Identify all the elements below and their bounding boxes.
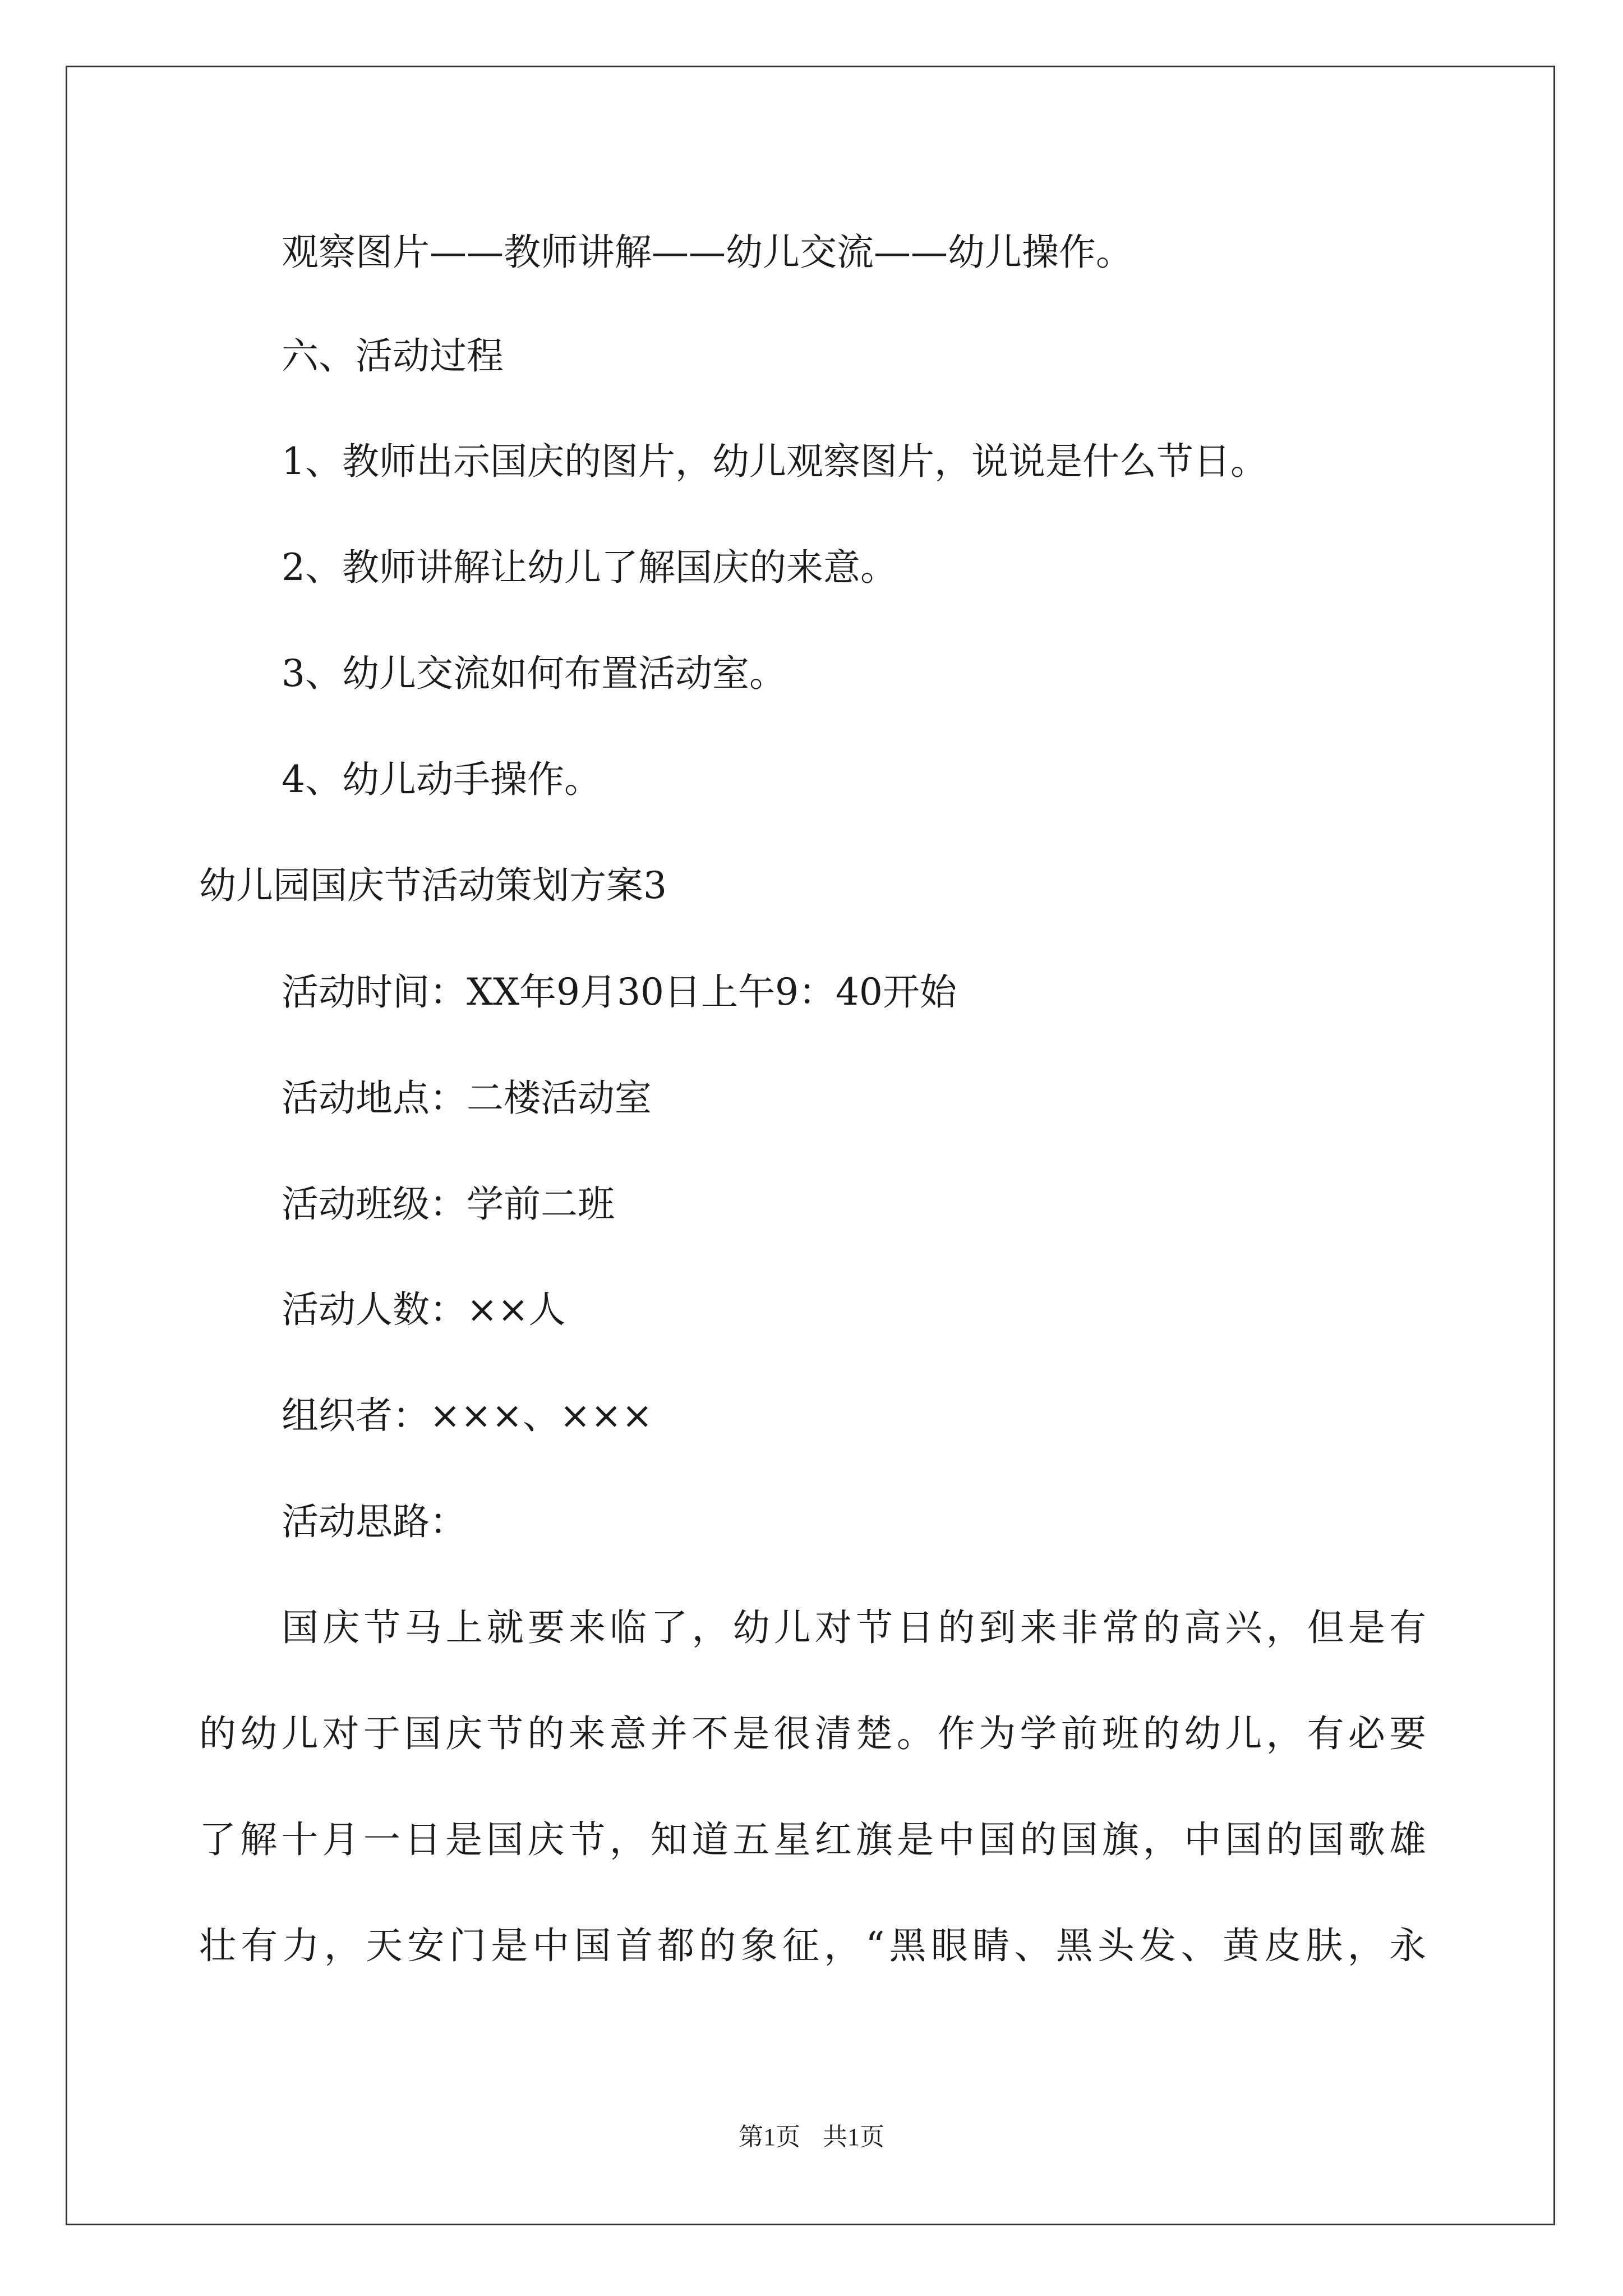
- page-border: [66, 66, 1555, 2225]
- paragraph-line: 了解十月一日是国庆节，知道五星红旗是中国的国旗，中国的国歌雄: [199, 1818, 1426, 1861]
- paragraph-line: 的幼儿对于国庆节的来意并不是很清楚。作为学前班的幼儿，有必要: [199, 1712, 1426, 1755]
- text-line: 活动班级：学前二班: [282, 1182, 615, 1226]
- text-line: 观察图片——教师讲解——幼儿交流——幼儿操作。: [282, 231, 1133, 274]
- section-heading: 六、活动过程: [282, 334, 504, 378]
- text-line: 组织者：×××、×××: [282, 1394, 653, 1437]
- list-item: 4、幼儿动手操作。: [282, 758, 601, 801]
- list-item: 1、教师出示国庆的图片，幼儿观察图片，说说是什么节日。: [282, 440, 1267, 483]
- text-line: 活动人数：××人: [282, 1288, 566, 1331]
- text-line: 活动时间：XX年9月30日上午9：40开始: [282, 970, 957, 1014]
- page-total: 共1页: [823, 2123, 884, 2151]
- paragraph-line: 壮有力，天安门是中国首都的象征，“黑眼睛、黑头发、黄皮肤，永: [199, 1924, 1426, 1967]
- document-title: 幼儿园国庆节活动策划方案3: [199, 864, 667, 907]
- paragraph-line: 国庆节马上就要来临了，幼儿对节日的到来非常的高兴，但是有: [282, 1606, 1426, 1649]
- list-item: 2、教师讲解让幼儿了解国庆的来意。: [282, 546, 897, 589]
- page-number: 第1页: [739, 2123, 800, 2151]
- text-line: 活动思路：: [282, 1500, 467, 1543]
- list-item: 3、幼儿交流如何布置活动室。: [282, 652, 786, 695]
- page-footer: [0, 2120, 1623, 2154]
- text-line: 活动地点：二楼活动室: [282, 1076, 652, 1120]
